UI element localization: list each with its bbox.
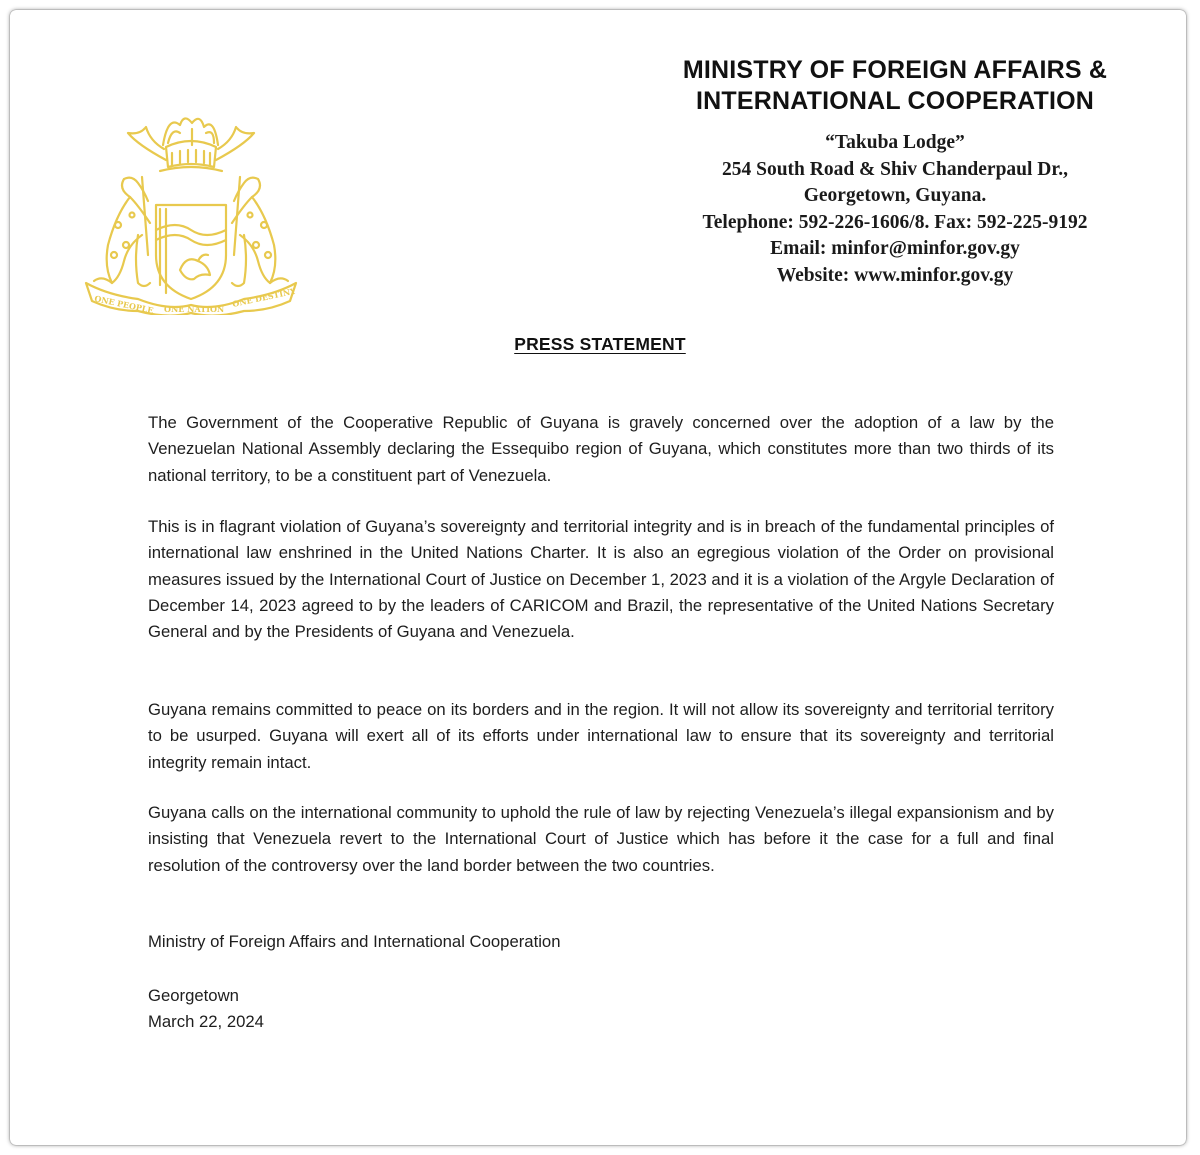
statement-paragraph: The Government of the Cooperative Republic of Guyana is gravely concerned over the adoption of a law by the Venezuelan National Assembly declaring the Essequibo region of Guyana, which constitutes more than two thirds of its national territory, to be a constituent part of Venezuela. <box>148 413 1054 485</box>
crest-motto-1: ONE PEOPLE <box>93 293 155 315</box>
address-website: Website: www.minfor.gov.gy <box>776 264 1014 286</box>
statement-paragraph: This is in flagrant violation of Guyana’s sovereignty and territorial integrity and is in breach of the fundamental principles of international law enshrined in the United Nations Charter. It is also an egregious violation of the Order on provisional measures issued by the International Court of Justice on December 1, 2023 and it is a violation of the Argyle Declaration of December 14, 2023 agreed to by the leaders of CARICOM and Brazil, the representative of the United Nations Secretary General and by the Presidents of Guyana and Venezuela. <box>148 517 1054 642</box>
ministry-title <box>640 55 1150 117</box>
address-city: Georgetown, Guyana. <box>803 185 987 206</box>
coat-of-arms-logo <box>68 105 298 315</box>
address-building: “Takuba Lodge” <box>825 132 965 153</box>
press-statement-heading: PRESS STATEMENT <box>514 334 686 354</box>
statement-date: March 22, 2024 <box>148 1012 264 1031</box>
statement-paragraph: Guyana remains committed to peace on its borders and in the region. It will not allow its sovereignty and territorial territory to be usurped. Guyana will exert all of its efforts under international law to ensure that its sovereignty and territorial integrity remain intact. <box>148 700 1054 772</box>
address-phone: Telephone: 592-226-1606/8. Fax: 592-225-9192 <box>702 211 1088 233</box>
address-street: 254 South Road & Shiv Chanderpaul Dr., <box>721 158 1069 180</box>
statement-paragraph: Guyana calls on the international community to uphold the rule of law by rejecting Venezuela’s illegal expansionism and by insisting that Venezuela revert to the International Court of Justice which has before it the case for a full and final resolution of the controversy over the land border between the two countries. <box>148 803 1054 875</box>
crest-motto-2: ONE NATION <box>164 304 225 314</box>
statement-place-date <box>148 983 264 1035</box>
ministry-title-line2: INTERNATIONAL COOPERATION <box>695 87 1095 115</box>
crest-motto-3: ONE DESTINY <box>231 285 297 309</box>
statement-place: Georgetown <box>148 986 239 1005</box>
address-email: Email: minfor@minfor.gov.gy <box>770 238 1020 259</box>
statement-signoff: Ministry of Foreign Affairs and International Cooperation <box>148 932 561 951</box>
ministry-title-line1: MINISTRY OF FOREIGN AFFAIRS & <box>682 56 1108 84</box>
ministry-address <box>660 130 1130 289</box>
